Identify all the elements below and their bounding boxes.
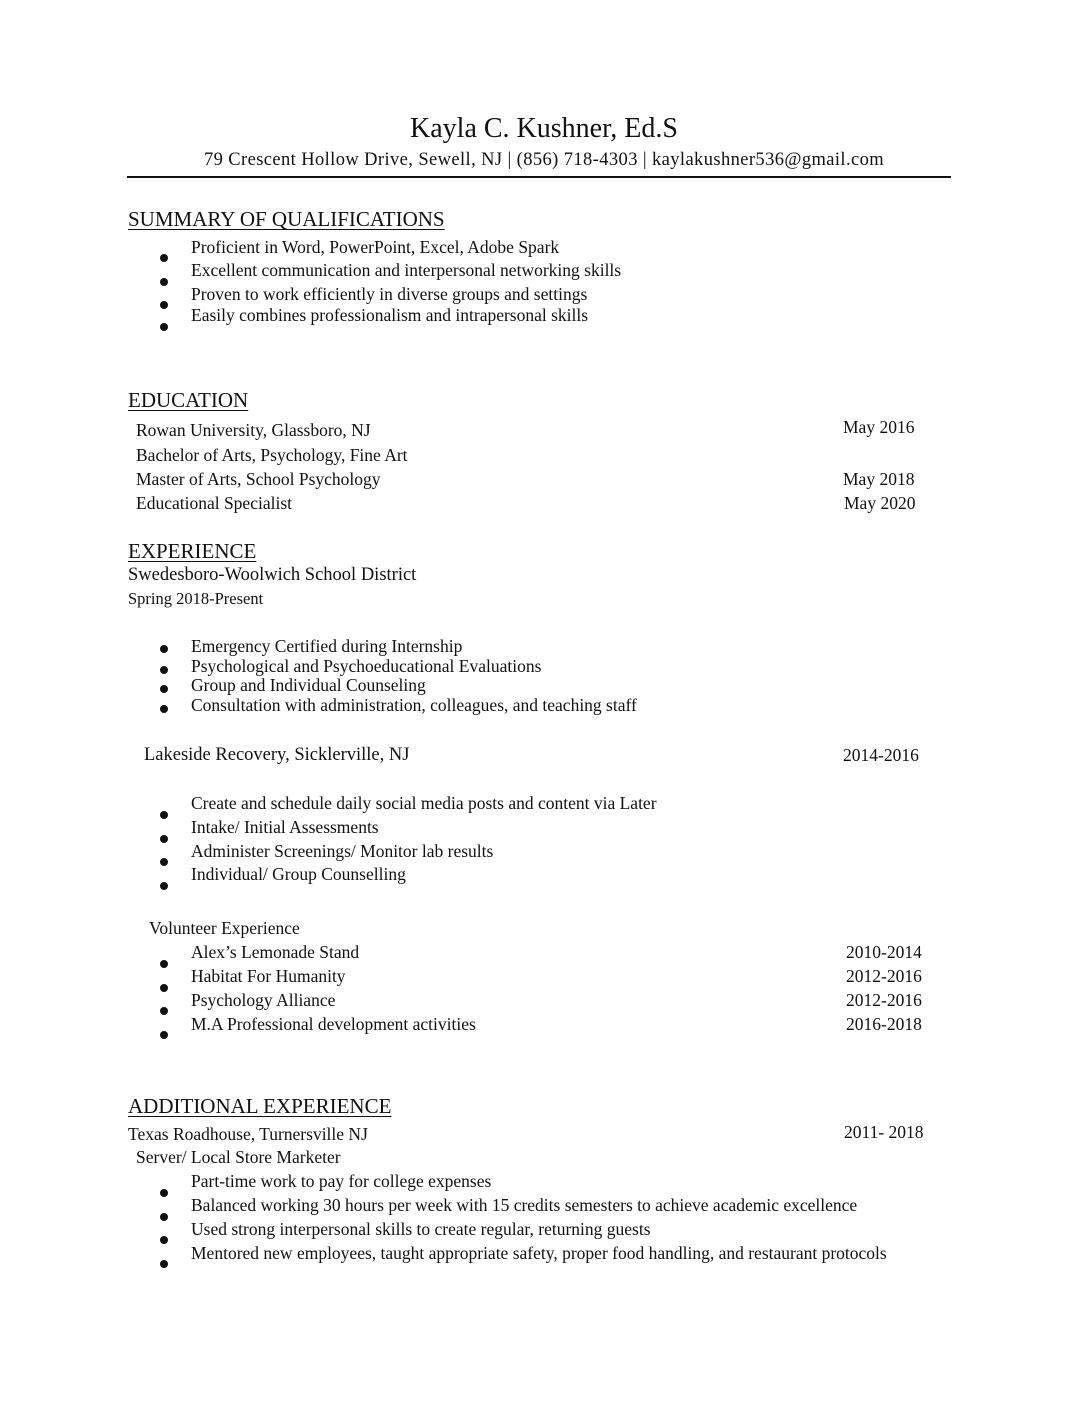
bullet-icon	[160, 835, 168, 843]
bullet-icon	[160, 645, 168, 653]
bullet-icon	[160, 960, 168, 968]
job-duty: Create and schedule daily social media posts and content via Later	[191, 793, 657, 813]
volunteer-date: 2012-2016	[846, 990, 922, 1010]
education-row-date: May 2018	[843, 469, 915, 489]
volunteer-item: Psychology Alliance	[191, 990, 336, 1010]
volunteer-date: 2010-2014	[846, 942, 922, 962]
summary-item: Easily combines professionalism and intrapersonal skills	[191, 305, 589, 325]
bullet-icon	[160, 1007, 168, 1015]
bullet-icon	[160, 666, 168, 674]
job-duty: Administer Screenings/ Monitor lab results	[191, 841, 494, 861]
volunteer-title: Volunteer Experience	[149, 918, 300, 938]
job-duty: Individual/ Group Counselling	[191, 864, 406, 884]
education-heading: EDUCATION	[128, 388, 249, 412]
job-duty: Used strong interpersonal skills to create regular, returning guests	[191, 1219, 651, 1239]
header-divider	[127, 176, 951, 178]
volunteer-item: Habitat For Humanity	[191, 966, 346, 986]
education-row-text: Educational Specialist	[136, 493, 292, 513]
candidate-name: Kayla C. Kushner, Ed.S	[410, 113, 678, 144]
education-row-date: May 2016	[843, 417, 915, 437]
bullet-icon	[160, 1260, 168, 1268]
bullet-icon	[160, 705, 168, 713]
volunteer-date: 2012-2016	[846, 966, 922, 986]
employer-name: Lakeside Recovery, Sicklerville, NJ	[144, 745, 410, 765]
bullet-icon	[160, 254, 168, 262]
education-row-text: Master of Arts, School Psychology	[136, 469, 381, 489]
employment-date: 2014-2016	[843, 745, 919, 765]
contact-line: 79 Crescent Hollow Drive, Sewell, NJ | (856) 718-4303 | kaylakushner536@gmail.com	[203, 150, 885, 170]
employment-date: 2011- 2018	[844, 1122, 924, 1142]
bullet-icon	[160, 685, 168, 693]
additional-heading: ADDITIONAL EXPERIENCE	[128, 1094, 392, 1118]
summary-item: Proven to work efficiently in diverse groups and settings	[191, 284, 588, 304]
volunteer-date: 2016-2018	[846, 1014, 922, 1034]
job-duty: Group and Individual Counseling	[191, 675, 426, 695]
bullet-icon	[160, 323, 168, 331]
summary-heading: SUMMARY OF QUALIFICATIONS	[128, 207, 445, 231]
job-duty: Psychological and Psychoeducational Evaluations	[191, 656, 542, 676]
bullet-icon	[160, 1236, 168, 1244]
job-duty: Consultation with administration, colleagues, and teaching staff	[191, 695, 637, 715]
bullet-icon	[160, 882, 168, 890]
bullet-icon	[160, 301, 168, 309]
employer-name: Texas Roadhouse, Turnersville NJ	[128, 1124, 368, 1144]
bullet-icon	[160, 1189, 168, 1197]
volunteer-item: Alex’s Lemonade Stand	[191, 942, 360, 962]
education-row-text: Rowan University, Glassboro, NJ	[136, 420, 371, 440]
job-role: Server/ Local Store Marketer	[136, 1147, 341, 1167]
job-duty: Balanced working 30 hours per week with 15 credits semesters to achieve academic excellence	[191, 1195, 858, 1215]
volunteer-item: M.A Professional development activities	[191, 1014, 476, 1034]
job-duty: Intake/ Initial Assessments	[191, 817, 379, 837]
summary-item: Excellent communication and interpersonal networking skills	[191, 260, 622, 280]
bullet-icon	[160, 1031, 168, 1039]
job-duty: Mentored new employees, taught appropriate safety, proper food handling, and restaurant protocols	[191, 1243, 887, 1263]
employer-name: Swedesboro-Woolwich School District	[128, 565, 417, 585]
summary-item: Proficient in Word, PowerPoint, Excel, Adobe Spark	[191, 237, 560, 257]
job-duty: Part-time work to pay for college expenses	[191, 1171, 492, 1191]
employment-period: Spring 2018-Present	[128, 589, 264, 608]
education-row-date: May 2020	[844, 493, 916, 513]
bullet-icon	[160, 1213, 168, 1221]
job-duty: Emergency Certified during Internship	[191, 636, 463, 656]
bullet-icon	[160, 858, 168, 866]
experience-heading: EXPERIENCE	[128, 539, 257, 563]
bullet-icon	[160, 984, 168, 992]
education-row-text: Bachelor of Arts, Psychology, Fine Art	[136, 445, 408, 465]
bullet-icon	[160, 811, 168, 819]
bullet-icon	[160, 278, 168, 286]
